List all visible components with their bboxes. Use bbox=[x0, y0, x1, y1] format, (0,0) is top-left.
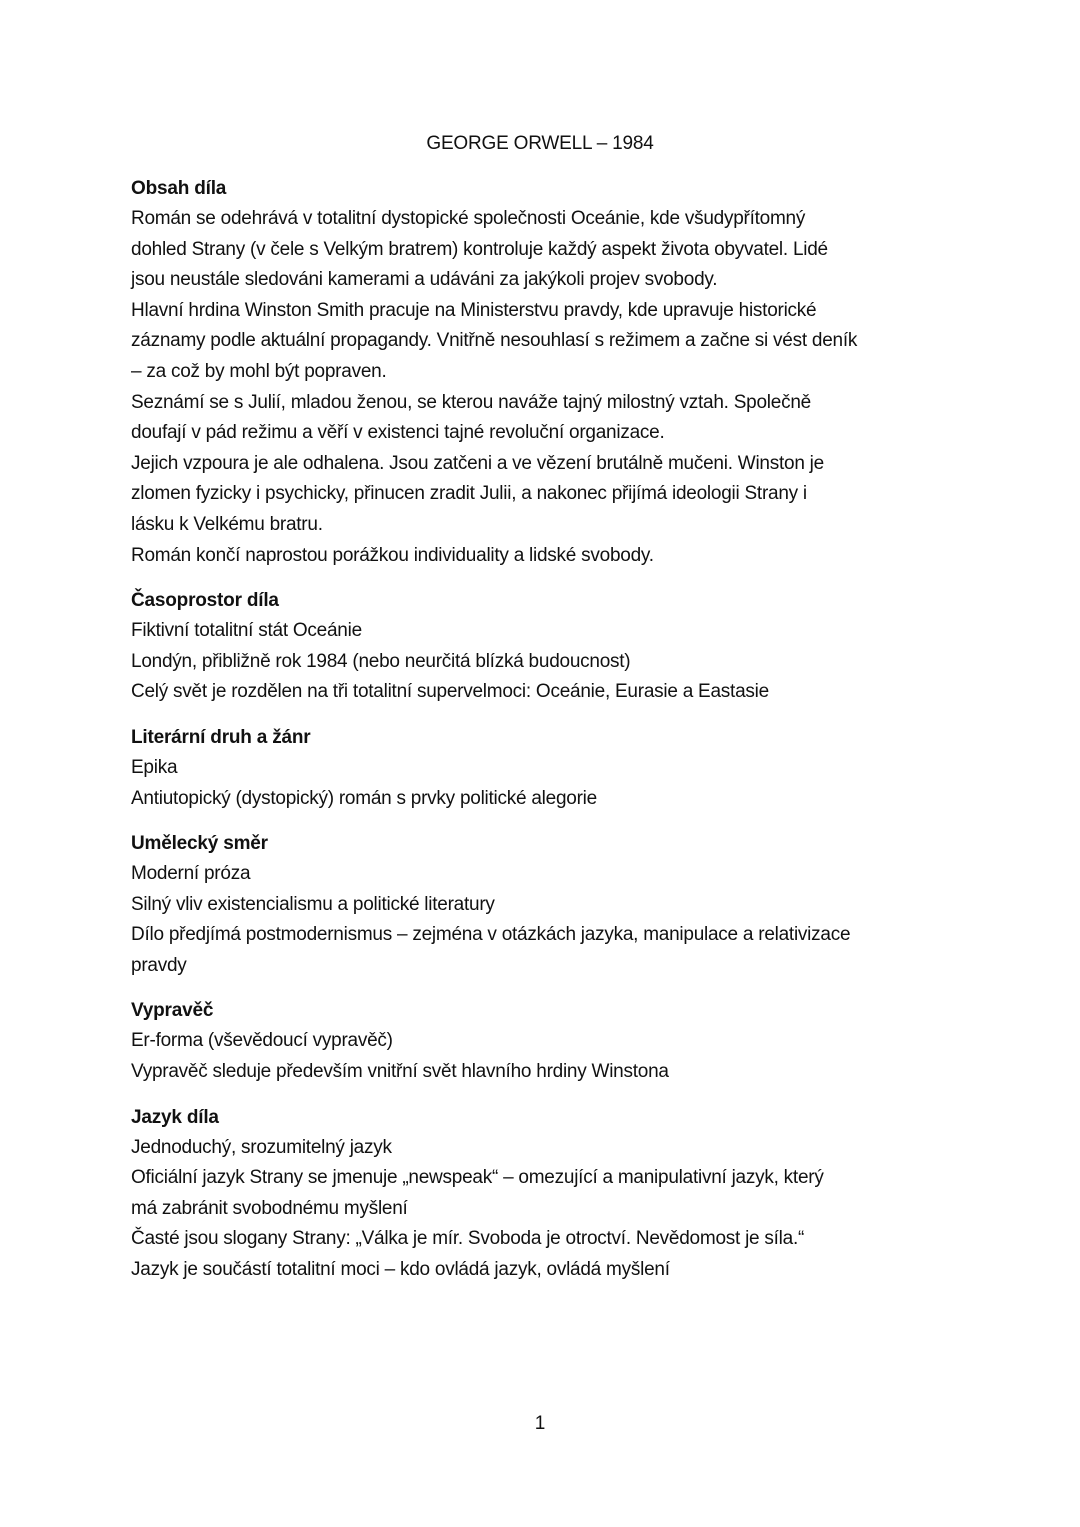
text-line: záznamy podle aktuální propagandy. Vnitřně nesouhlasí s režimem a začne si vést deník bbox=[131, 330, 858, 352]
text-line: Celý svět je rozdělen na tři totalitní supervelmoci: Oceánie, Eurasie a Eastasie bbox=[131, 681, 769, 703]
text-line: Hlavní hrdina Winston Smith pracuje na Ministerstvu pravdy, kde upravuje historické bbox=[131, 299, 817, 321]
text-line: má zabránit svobodnému myšlení bbox=[131, 1197, 408, 1219]
section-umelecky-smer bbox=[131, 829, 961, 981]
section-literarni-druh bbox=[131, 723, 961, 814]
text-line: pravdy bbox=[131, 954, 187, 976]
text-line: Epika bbox=[131, 756, 178, 778]
text-line: dohled Strany (v čele s Velkým bratrem) kontroluje každý aspekt života obyvatel. Lidé bbox=[131, 238, 828, 260]
page-number: 1 bbox=[534, 1413, 546, 1434]
text-line: Časté jsou slogany Strany: „Válka je mír. Svoboda je otroctví. Nevědomost je síla.“ bbox=[131, 1228, 805, 1250]
text-line: Dílo předjímá postmodernismus – zejména v otázkách jazyka, manipulace a relativizace bbox=[131, 924, 851, 946]
document-content bbox=[131, 174, 961, 1301]
text-line: Londýn, přibližně rok 1984 (nebo neurčitá blízká budoucnost) bbox=[131, 650, 631, 672]
text-line: Jazyk je součástí totalitní moci – kdo ovládá jazyk, ovládá myšlení bbox=[131, 1259, 670, 1281]
text-line: Román se odehrává v totalitní dystopické společnosti Oceánie, kde všudypřítomný bbox=[131, 208, 806, 229]
section-obsah-dila bbox=[131, 174, 961, 571]
section-jazyk-dila bbox=[131, 1103, 961, 1286]
section-heading: Vypravěč bbox=[131, 1000, 214, 1022]
section-casoprostor bbox=[131, 586, 961, 708]
text-line: Jednoduchý, srozumitelný jazyk bbox=[131, 1136, 392, 1158]
text-line: Moderní próza bbox=[131, 863, 251, 885]
text-line: Román končí naprostou porážkou individuality a lidské svobody. bbox=[131, 544, 654, 566]
text-line: Vypravěč sleduje především vnitřní svět hlavního hrdiny Winstona bbox=[131, 1061, 669, 1083]
section-heading: Obsah díla bbox=[131, 178, 227, 199]
text-line: doufají v pád režimu a věří v existenci tajné revoluční organizace. bbox=[131, 422, 665, 444]
section-heading: Časoprostor díla bbox=[131, 590, 279, 612]
text-line: Silný vliv existencialismu a politické literatury bbox=[131, 893, 495, 915]
section-vypravec bbox=[131, 996, 961, 1087]
section-heading: Jazyk díla bbox=[131, 1106, 219, 1128]
section-heading: Literární druh a žánr bbox=[131, 726, 311, 748]
text-line: Er-forma (vševědoucí vypravěč) bbox=[131, 1030, 393, 1052]
text-line: Antiutopický (dystopický) román s prvky politické alegorie bbox=[131, 787, 597, 809]
text-line: Fiktivní totalitní stát Oceánie bbox=[131, 620, 362, 642]
document-title: GEORGE ORWELL – 1984 bbox=[426, 133, 654, 154]
text-line: zlomen fyzicky i psychicky, přinucen zradit Julii, a nakonec přijímá ideologii Strany i bbox=[131, 483, 807, 505]
text-line: Jejich vzpoura je ale odhalena. Jsou zatčeni a ve vězení brutálně mučeni. Winston je bbox=[131, 452, 824, 474]
text-line: Oficiální jazyk Strany se jmenuje „newspeak“ – omezující a manipulativní jazyk, který bbox=[131, 1167, 824, 1189]
text-line: – za což by mohl být popraven. bbox=[131, 360, 387, 382]
section-heading: Umělecký směr bbox=[131, 833, 268, 855]
text-line: lásku k Velkému bratru. bbox=[131, 513, 323, 535]
text-line: Seznámí se s Julií, mladou ženou, se kterou naváže tajný milostný vztah. Společně bbox=[131, 391, 811, 413]
text-line: jsou neustále sledováni kamerami a udáváni za jakýkoli projev svobody. bbox=[131, 269, 718, 291]
